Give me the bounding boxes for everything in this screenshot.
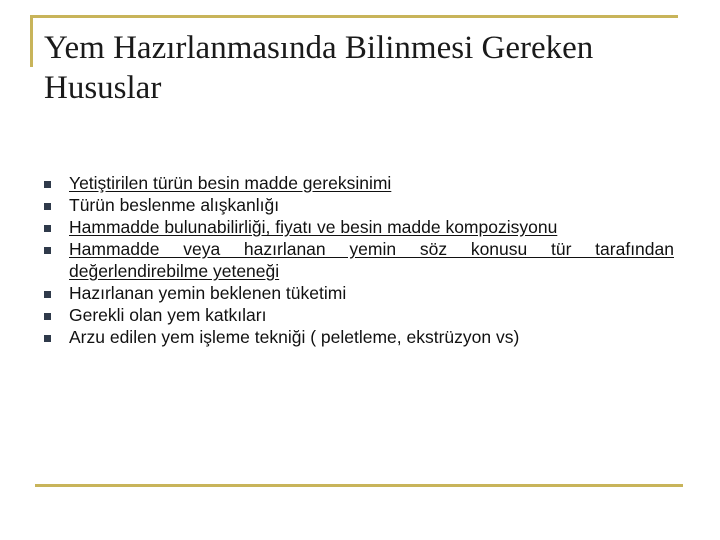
bullet-item (44, 326, 674, 348)
bullet-item (44, 238, 674, 282)
bullet-text: Hazırlanan yemin beklenen tüketimi (69, 283, 347, 303)
bullet-text: Hammadde veya hazırlanan yemin söz konusu tür tarafından değerlendirebilme yeteneği (69, 239, 674, 281)
square-bullet-icon (44, 225, 51, 232)
bullet-item (44, 172, 674, 194)
bullet-item (44, 216, 674, 238)
bullet-item (44, 304, 674, 326)
bullet-text: Hammadde bulunabilirliği, fiyatı ve besin madde kompozisyonu (69, 217, 558, 237)
bullet-item (44, 282, 674, 304)
slide-title: Yem Hazırlanmasında Bilinmesi Gereken Hususlar (44, 30, 594, 106)
square-bullet-icon (44, 313, 51, 320)
bullet-text: Türün beslenme alışkanlığı (69, 195, 280, 215)
square-bullet-icon (44, 291, 51, 298)
square-bullet-icon (44, 247, 51, 254)
square-bullet-icon (44, 181, 51, 188)
bullet-item (44, 194, 674, 216)
square-bullet-icon (44, 335, 51, 342)
bottom-border-line (35, 484, 683, 487)
bullet-text: Arzu edilen yem işleme tekniği ( peletleme, ekstrüzyon vs) (69, 327, 520, 347)
left-border-line (30, 15, 33, 67)
bullet-text: Yetiştirilen türün besin madde gereksinimi (69, 173, 392, 193)
bullet-text: Gerekli olan yem katkıları (69, 305, 267, 325)
top-border-line (30, 15, 678, 18)
bullet-list (44, 172, 674, 348)
square-bullet-icon (44, 203, 51, 210)
